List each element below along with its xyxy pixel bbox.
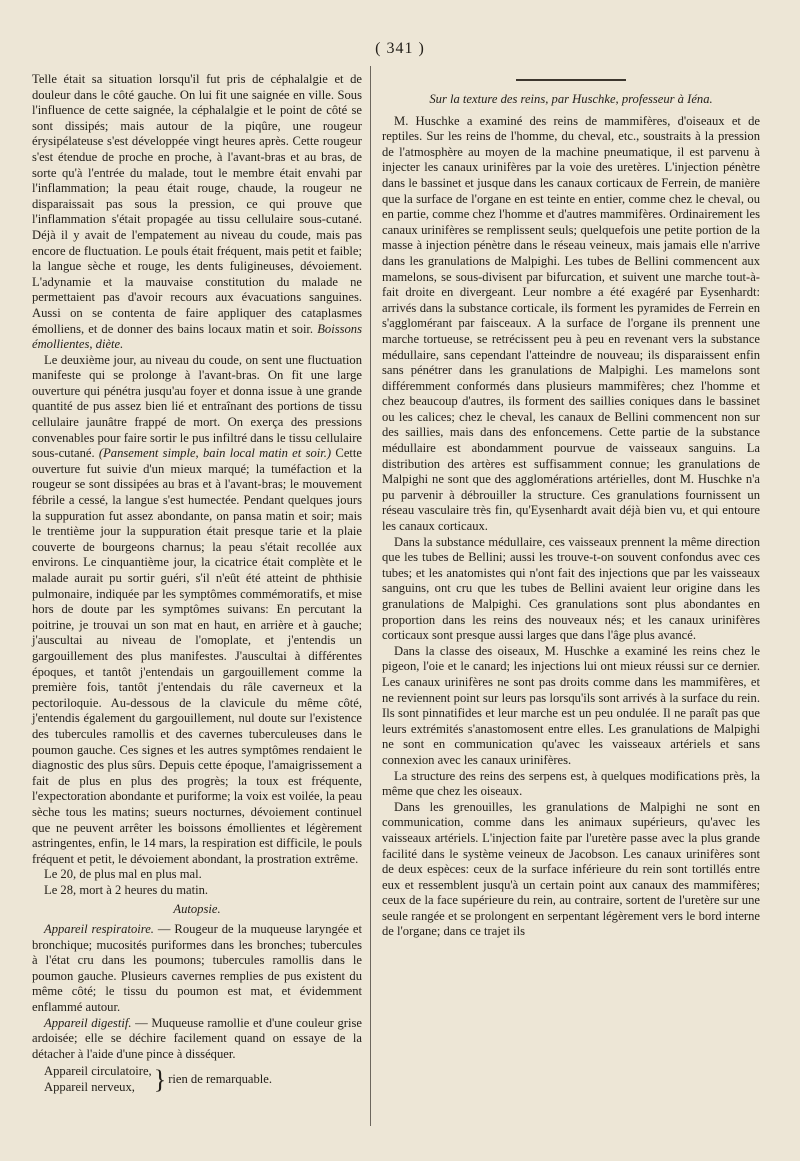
section-heading: Autopsie. <box>173 902 221 917</box>
brace-icon: } <box>153 1065 167 1094</box>
brace-item: Appareil circulatoire, <box>44 1064 152 1079</box>
paragraph: Le 20, de plus mal en plus mal. <box>44 867 202 882</box>
paragraph <box>32 353 362 868</box>
paragraph: Dans les grenouilles, les granulations de Malpighi ne sont en communication, comme dans les animaux supérieurs, qu'avec les vaisseaux artériels. L'injection faite par l'uretère passe avec la plus grande facilité dans le système veineux de Jacobson. Les canaux urinifères sont de deux espèces: ceux de la surface inférieure du rein sont tortillés entre eux et ressemblent jusqu'à un certain point aux canaux des mammifères; ceux de la face supérieure du rein, au contraire, sortent de l'uretère sur une seule rangée et se prolongent en serpentant légèrement vers le bord interne de l'organe; dans ce trajet ils <box>382 799 760 939</box>
ornament-rule <box>382 72 760 84</box>
paragraph: Dans la classe des oiseaux, M. Huschke a examiné les reins chez le pigeon, l'oie et le canard; les injections lui ont mieux réussi sur ce dernier. Les canaux urinifères ne sont pas droits comme dans les mammifères, et ne reviennent point sur leurs pas lorsqu'ils sont arrivés à la surface du rein. Ils sont pinnatifides et leur marche est un peu ondulée. Il ne paraît pas que leurs extrémités s'anastomosent entre elles. Les granulations de Malpighi ne sont en communication qu'avec les vaisseaux artériels et sans connexion avec les canaux urinifères. <box>382 643 760 767</box>
page-number: ( 341 ) <box>375 40 425 57</box>
brace-items <box>32 1064 152 1095</box>
italic-note: Boissons émollientes, diète. <box>32 321 362 352</box>
article-title: Sur la texture des reins, par Huschke, professeur à Iéna. <box>429 92 713 106</box>
left-column <box>32 72 362 1096</box>
right-column <box>382 72 760 940</box>
paragraph: Dans la substance médullaire, ces vaisseaux prennent la même direction que les tubes de Bellini; aussi les trouve-t-on souvent confondus avec ces tubes; et les anatomistes qui n'ont fait des injections que par les vaisseaux sanguins, ont cru que les tubes de Bellini avaient leur origine dans les granulations de Malpighi. Ces granulations sont plus abondantes en proportion dans les reins des nouveaux nés; et les canaux urinifères corticaux sont presque aussi larges que dans l'âge plus avancé. <box>382 534 760 643</box>
column-divider <box>370 66 371 1126</box>
paragraph-text: — Muqueuse ramollie et d'une couleur grise ardoisée; elle se déchire facilement quand on essaye de la détacher à l'aide d'une pince à disséquer. <box>32 1015 362 1061</box>
paragraph <box>32 922 362 1016</box>
brace-group <box>32 1064 362 1095</box>
italic-lead: Appareil digestif. <box>44 1015 132 1030</box>
brace-item: Appareil nerveux, <box>44 1080 135 1094</box>
paragraph-text: — Rougeur de la muqueuse laryngée et bronchique; mucosités puriformes dans les bronches; tubercules à l'état cru dans les poumons; tubercules ramollis dans le poumon gauche. Plusieurs cavernes remplies de pus existent du même côté; le tissu du poumon est mat, et évidemment enflammé autour. <box>32 922 362 1015</box>
paragraph <box>32 72 362 353</box>
paragraph-text: Cette ouverture fut suivie d'un mieux marqué; la tuméfaction et la rougeur se sont dissipées au bras et à l'avant-bras; le mouvement fébrile a cessé, la langue s'est humectée. Pendant quelques jours la suppuration fut assez abondante, on pansa matin et soir; mais le trentième jour la suppuration était presque tarie et la plaie couverte de bourgeons charnus; la peau s'était recollée aux environs. Le cinquantième jour, la cicatrice était complète et le malade aurait pu sortir guéri, s'il n'eût été atteint de phthisie pulmonaire, indiquée par les symptômes commémoratifs, et mise hors de doute par les symptômes suivans: En percutant la poitrine, je trouvai un son mat en haut, en arrière et à gauche; j'auscultai au niveau de l'omoplate, et j'entendis un gargouillement des plus manifestes. J'auscultai à différentes époques, et tantôt j'entendais un gargouillement comme la première fois, tantôt j'entendais du râle caverneux et la pectoriloquie. Au-dessous de la clavicule du même côté, j'entendis également du gargouillement, nul doute sur l'existence des tubercules ramollis et des cavernes tuberculeuses dans le poumon gauche. Ces signes et les autres symptômes rendaient le diagnostic des plus sûrs. Depuis cette époque, l'amaigrissement a fait de plus en plus des progrès; la toux est fréquente, l'expectoration abondante et puriforme; la voix est voilée, la peau sèche tous les matins; sueurs nocturnes, dévoiement continuel que ne peuvent arrêter les boissons émollientes et légèrement astringentes, enfin, le 14 mars, la respiration est difficile, le pouls fréquent et petit, le dévoiement abondant, la prostration extrême. <box>32 446 362 866</box>
italic-lead: Appareil respiratoire. <box>44 922 154 937</box>
italic-note: (Pansement simple, bain local matin et soir.) <box>98 446 332 461</box>
brace-text: rien de remarquable. <box>168 1072 273 1087</box>
paragraph: Le 28, mort à 2 heures du matin. <box>44 882 209 897</box>
paragraph-text: Telle était sa situation lorsqu'il fut pris de céphalalgie et de douleur dans le côté gauche. On lui fit une saignée en ville. Sous l'influence de cette saignée, la céphalalgie et le point de côté se sont dissipés; mais autour de la piqûre, une rougeur érysipélateuse s'est développée vingt heures après. Cette rougeur s'est étendue de proche en proche, à l'avant-bras et au bras, de sorte qu'à l'entrée du malade, tout le membre était envahi par l'inflammation; la peau était rouge, chaude, la rougeur ne disparaissait pas sous la pression, ce qui prouve que l'inflammation s'était propagée au tissu cellulaire sous-cutané. Déjà il y avait de l'empatement au niveau du coude, mais pas encore de fluctuation. Le pouls était fréquent, mais petit et faible; la langue sèche et rouge, les dents fuligineuses, dévoiement. L'adynamie et la mauvaise constitution du malade ne permettaient pas d'avoir recours aux évacuations sanguines. Aussi on se contenta de faire appliquer des cataplasmes émolliens, et de donner des bains locaux matin et soir. <box>32 72 362 336</box>
paragraph <box>32 1016 362 1063</box>
paragraph-text: Le deuxième jour, au niveau du coude, on sent une fluctuation manifeste qui se prolonge à l'avant-bras. On fit une large ouverture qui pénétra jusqu'au foyer et donna issue à une grande quantité de pus assez bien lié et entraînant des portions de tissu cellulaire jaunâtre frappé de mort. On exerça des pressions convenables pour faire sortir le pus infiltré dans le tissu cellulaire sous-cutané. <box>32 352 362 461</box>
paragraph: M. Huschke a examiné des reins de mammifères, d'oiseaux et de reptiles. Sur les reins de l'homme, du cheval, etc., soustraits à la pression de l'atmosphère au moyen de la machine pneumatique, il est parvenu à injecter les canaux urinifères par la voie des uretères. L'injection pénètre dans le bassinet et jusque dans les canaux corticaux de Ferrein, de manière que la surface de l'organe en est teinte en entier, comme chez le cheval, ou en partie, comme chez l'homme et d'autres mammifères. Ordinairement les canaux urinifères se remplissent seuls; quelquefois une petite portion de la masse à injection pénètre dans le réseau veineux, mais jamais elle n'arrive dans les granulations de Malpighi. Les tubes de Bellini commencent aux mamelons, se sous-divisent par bifurcation, et suivent une marche tout-à-fait droite en divergeant. Leur nombre a été exagéré par Eysenhardt: arrivés dans la substance corticale, ils forment les pyramides de Ferrein en s'agglomérant par faisceaux. A la surface de l'organe ils prennent une marche tortueuse, se retrécissent peu à peu en revenant vers la substance médullaire, sans cependant l'atteindre de nouveau; ils disparaissent enfin sans pénétrer dans les granulations de Malpighi. Les mamelons sont différemment conformés dans plusieurs mammifères; chez l'homme et chez beaucoup d'autres, ils forment des saillies coniques dans le bassinet ou les calices; chez le cheval, les canaux de Bellini commencent non sur des saillies, mais dans des enfoncemens. Cette partie de la substance médullaire est abondamment pourvue de vaisseaux sanguins. La distribution des artères est suffisamment connue; les granulations de Malpighi ne sont que des agglomérations artérielles, dont M. Huschke n'a pu parvenir à débrouiller la structure. Ces granulations fournissent un réseau vasculaire très fin, qu'Eysenhardt avait déjà bien vu, et qui entoure les canaux corticaux. <box>382 113 760 534</box>
paragraph: La structure des reins des serpens est, à quelques modifications près, la même que chez les oiseaux. <box>382 768 760 799</box>
